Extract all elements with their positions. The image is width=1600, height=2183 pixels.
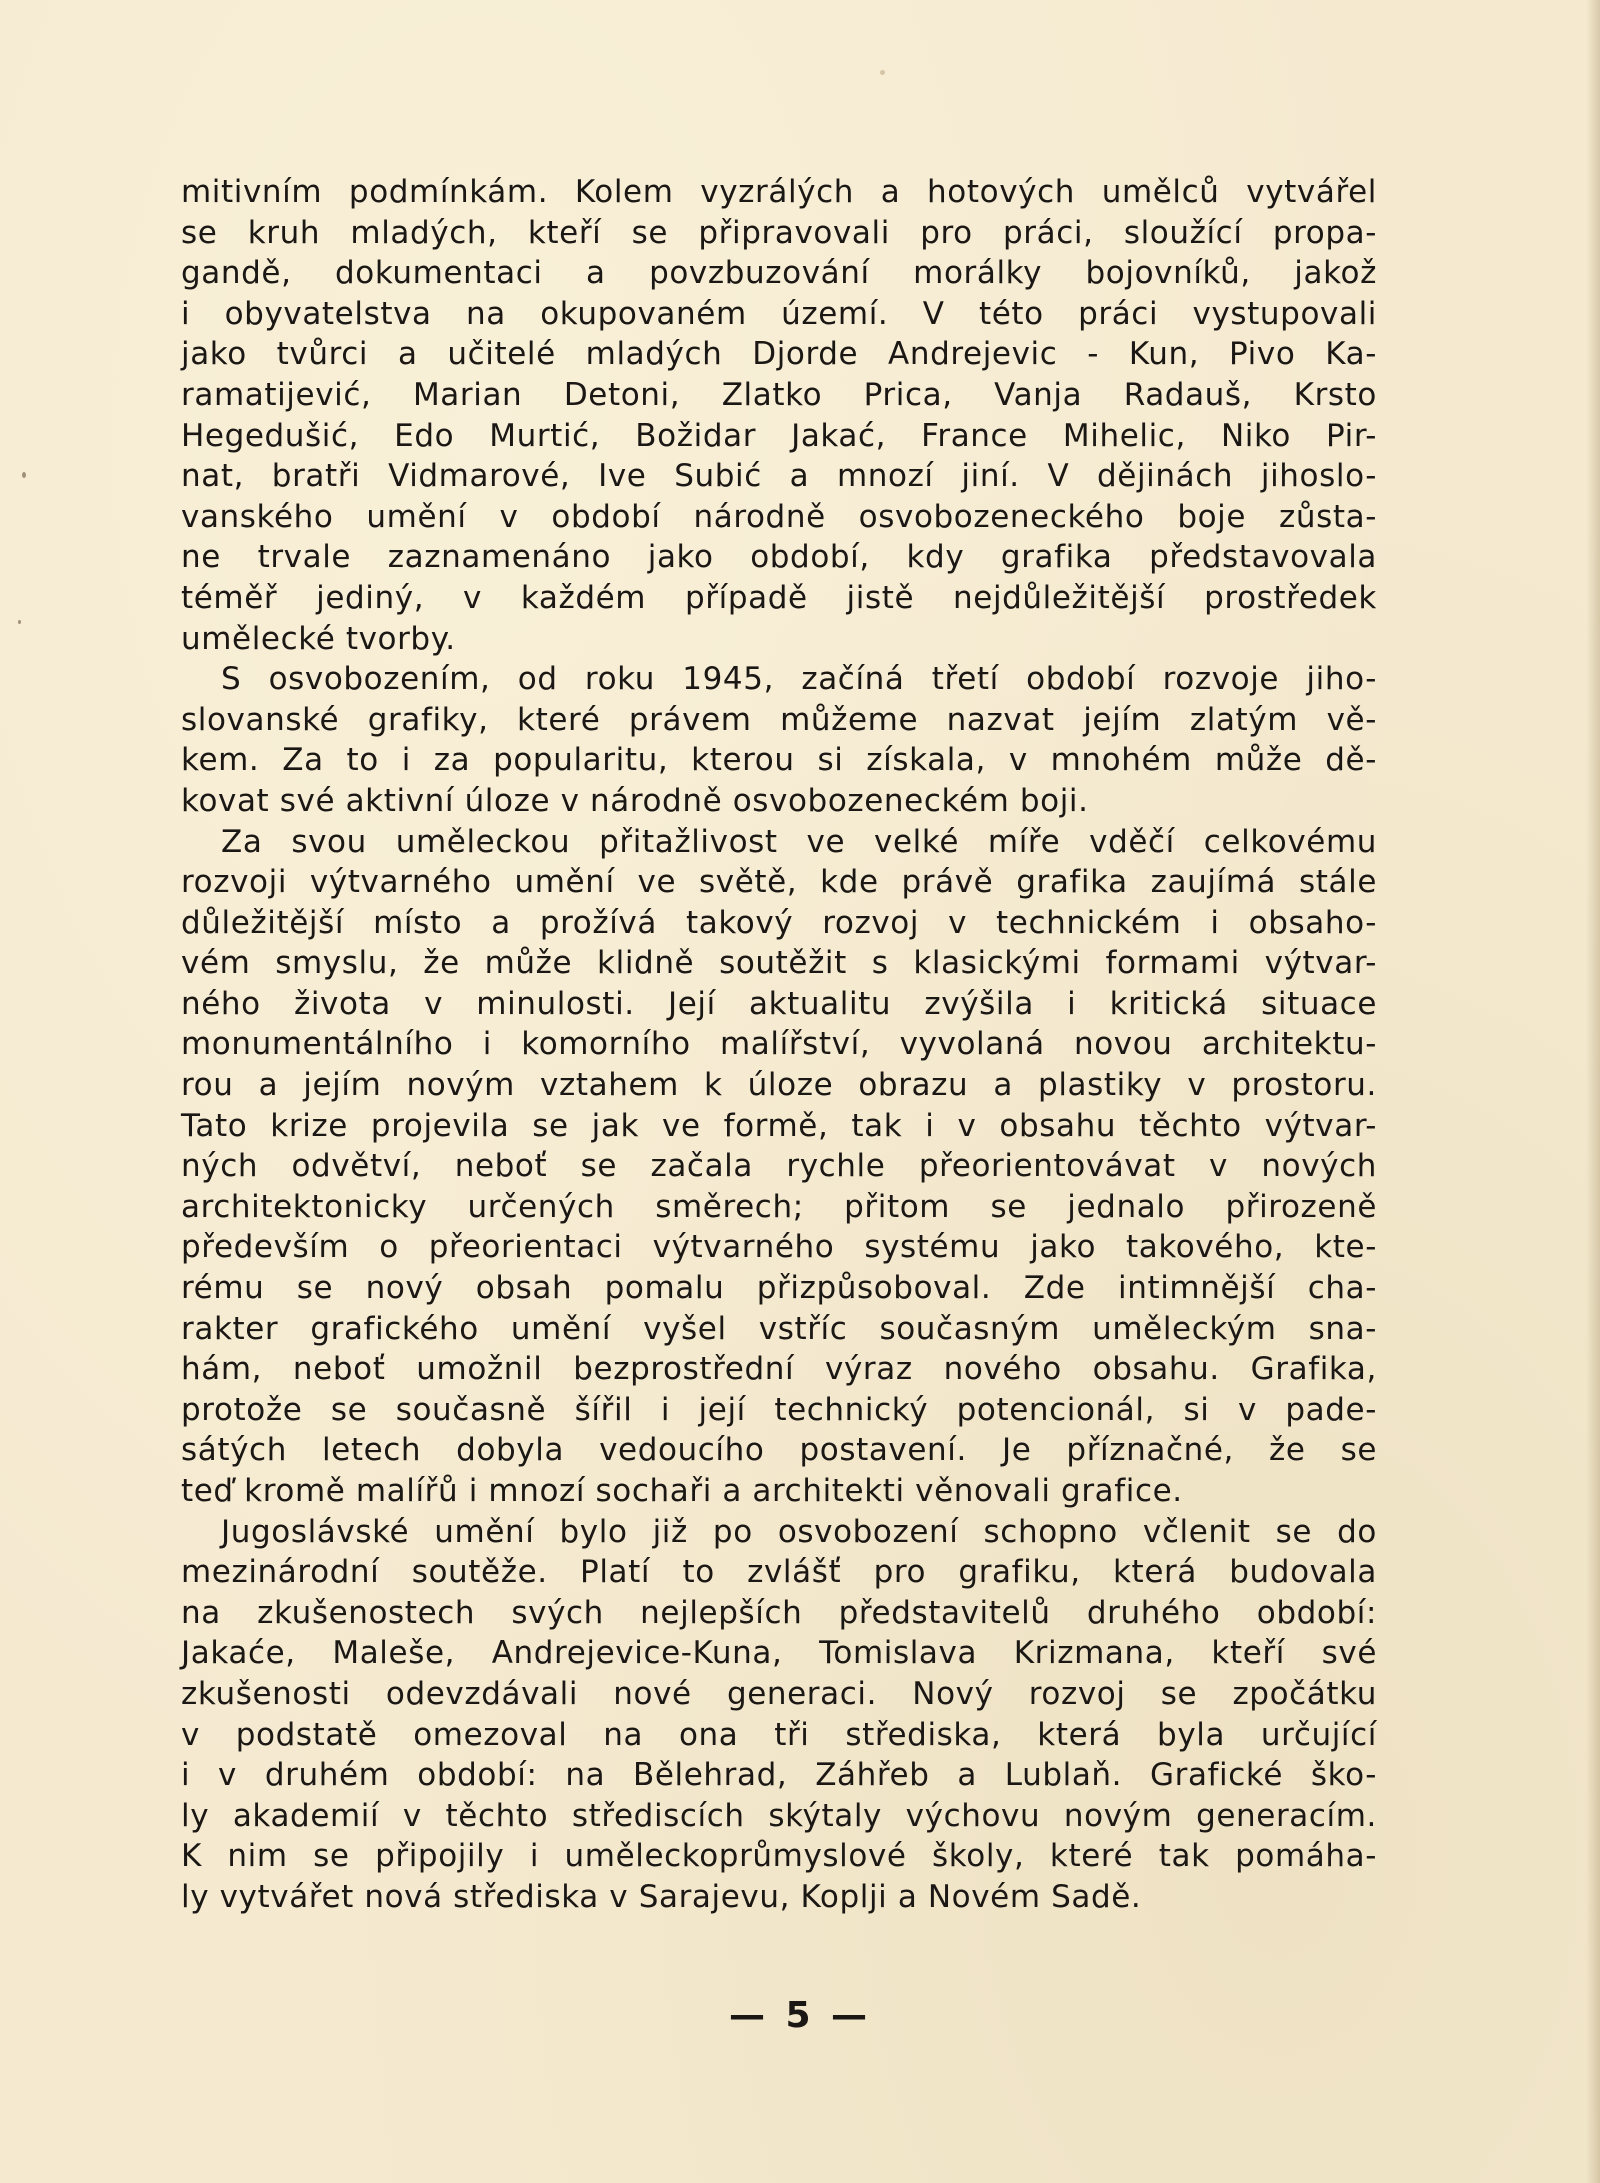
- text-line: architektonicky určených směrech; přitom se jednalo přirozeně: [181, 1188, 1377, 1225]
- text-line: kem. Za to i za popularitu, kterou si získala, v mnohém může dě-: [181, 742, 1377, 779]
- text-line: ly akademií v těchto střediscích skýtaly výchovu novým generacím.: [181, 1797, 1377, 1834]
- text-line: nat, bratři Vidmarové, Ive Subić a mnozí jiní. V dějinách jihoslo-: [181, 458, 1377, 495]
- text-line: monumentálního i komorního malířství, vyvolaná novou architektu-: [181, 1026, 1377, 1063]
- text-line: v podstatě omezoval na ona tři střediska, která byla určující: [181, 1716, 1377, 1753]
- text-line: důležitější místo a prožívá takový rozvoj v technickém i obsaho-: [181, 904, 1377, 941]
- text-line: i obyvatelstva na okupovaném území. V této práci vystupovali: [181, 295, 1377, 332]
- text-line: hám, neboť umožnil bezprostřední výraz nového obsahu. Grafika,: [181, 1351, 1377, 1388]
- text-line: kovat své aktivní úloze v národně osvobozeneckém boji.: [181, 782, 1089, 819]
- text-line: vanského umění v období národně osvobozeneckého boje zůsta-: [181, 498, 1377, 535]
- text-line: vém smyslu, že může klidně soutěžit s klasickými formami výtvar-: [181, 945, 1377, 982]
- paragraph: [181, 1512, 1377, 1918]
- text-line: sátých letech dobyla vedoucího postavení. Je příznačné, že se: [181, 1432, 1377, 1469]
- text-line: rozvoji výtvarného umění ve světě, kde právě grafika zaujímá stále: [181, 864, 1377, 901]
- text-line: rou a jejím novým vztahem k úloze obrazu a plastiky v prostoru.: [181, 1067, 1377, 1104]
- text-line: se kruh mladých, kteří se připravovali pro práci, sloužící propa-: [181, 214, 1377, 251]
- text-line: i v druhém období: na Bělehrad, Záhřeb a Lublaň. Grafické ško-: [181, 1757, 1377, 1794]
- text-line: rému se nový obsah pomalu přizpůsoboval. Zde intimnější cha-: [181, 1270, 1377, 1307]
- text-line: především o přeorientaci výtvarného systému jako takového, kte-: [181, 1229, 1377, 1266]
- text-line: Hegedušić, Edo Murtić, Božidar Jakać, France Mihelic, Niko Pir-: [181, 417, 1377, 454]
- paragraph: [181, 659, 1377, 821]
- text-line: ného života v minulosti. Její aktualitu zvýšila i kritická situace: [181, 985, 1377, 1022]
- text-line: S osvobozením, od roku 1945, začíná třetí období rozvoje jiho-: [221, 661, 1377, 698]
- text-line: mezinárodní soutěže. Platí to zvlášť pro grafiku, která budovala: [181, 1554, 1377, 1591]
- paper-speck: [880, 70, 885, 75]
- page-number: — 5 —: [728, 1995, 872, 2036]
- text-line: slovanské grafiky, které právem můžeme nazvat jejím zlatým vě-: [181, 701, 1377, 738]
- paper-speck: [18, 620, 21, 624]
- body-text: [181, 172, 1377, 1918]
- text-line: rakter grafického umění vyšel vstříc současným uměleckým sna-: [181, 1310, 1377, 1347]
- text-line: Jugoslávské umění bylo již po osvobození schopno včlenit se do: [221, 1513, 1377, 1550]
- text-line: Tato krize projevila se jak ve formě, tak i v obsahu těchto výtvar-: [181, 1107, 1377, 1144]
- paragraph: [181, 822, 1377, 1512]
- text-line: na zkušenostech svých nejlepších představitelů druhého období:: [181, 1594, 1377, 1631]
- text-line: Jakaće, Maleše, Andrejevice-Kuna, Tomislava Krizmana, kteří své: [181, 1635, 1377, 1672]
- text-line: zkušenosti odevzdávali nové generaci. Nový rozvoj se zpočátku: [181, 1675, 1377, 1712]
- paper-speck: [22, 472, 26, 478]
- paragraph: [181, 172, 1377, 659]
- text-line: téměř jediný, v každém případě jistě nejdůležitější prostředek: [181, 579, 1377, 616]
- text-line: K nim se připojily i uměleckoprůmyslové školy, které tak pomáha-: [181, 1838, 1377, 1875]
- text-line: ne trvale zaznamenáno jako období, kdy grafika představovala: [181, 539, 1377, 576]
- page-edge-shadow: [1586, 0, 1600, 2183]
- text-line: jako tvůrci a učitelé mladých Djorde Andrejevic - Kun, Pivo Ka-: [181, 336, 1377, 373]
- text-line: umělecké tvorby.: [181, 620, 456, 657]
- text-line: mitivním podmínkám. Kolem vyzrálých a hotových umělců vytvářel: [181, 174, 1377, 210]
- text-line: teď kromě malířů i mnozí sochaři a architekti věnovali grafice.: [181, 1473, 1183, 1509]
- text-line: protože se současně šířil i její technický potencionál, si v pade-: [181, 1391, 1377, 1428]
- text-line: ramatijević, Marian Detoni, Zlatko Prica, Vanja Radauš, Krsto: [181, 376, 1377, 413]
- text-line: gandě, dokumentaci a povzbuzování morálky bojovníků, jakož: [181, 255, 1377, 292]
- text-line: Za svou uměleckou přitažlivost ve velké míře vděčí celkovému: [221, 823, 1377, 860]
- text-line: ly vytvářet nová střediska v Sarajevu, Koplji a Novém Sadě.: [181, 1878, 1142, 1915]
- text-line: ných odvětví, neboť se začala rychle přeorientovávat v nových: [181, 1148, 1377, 1185]
